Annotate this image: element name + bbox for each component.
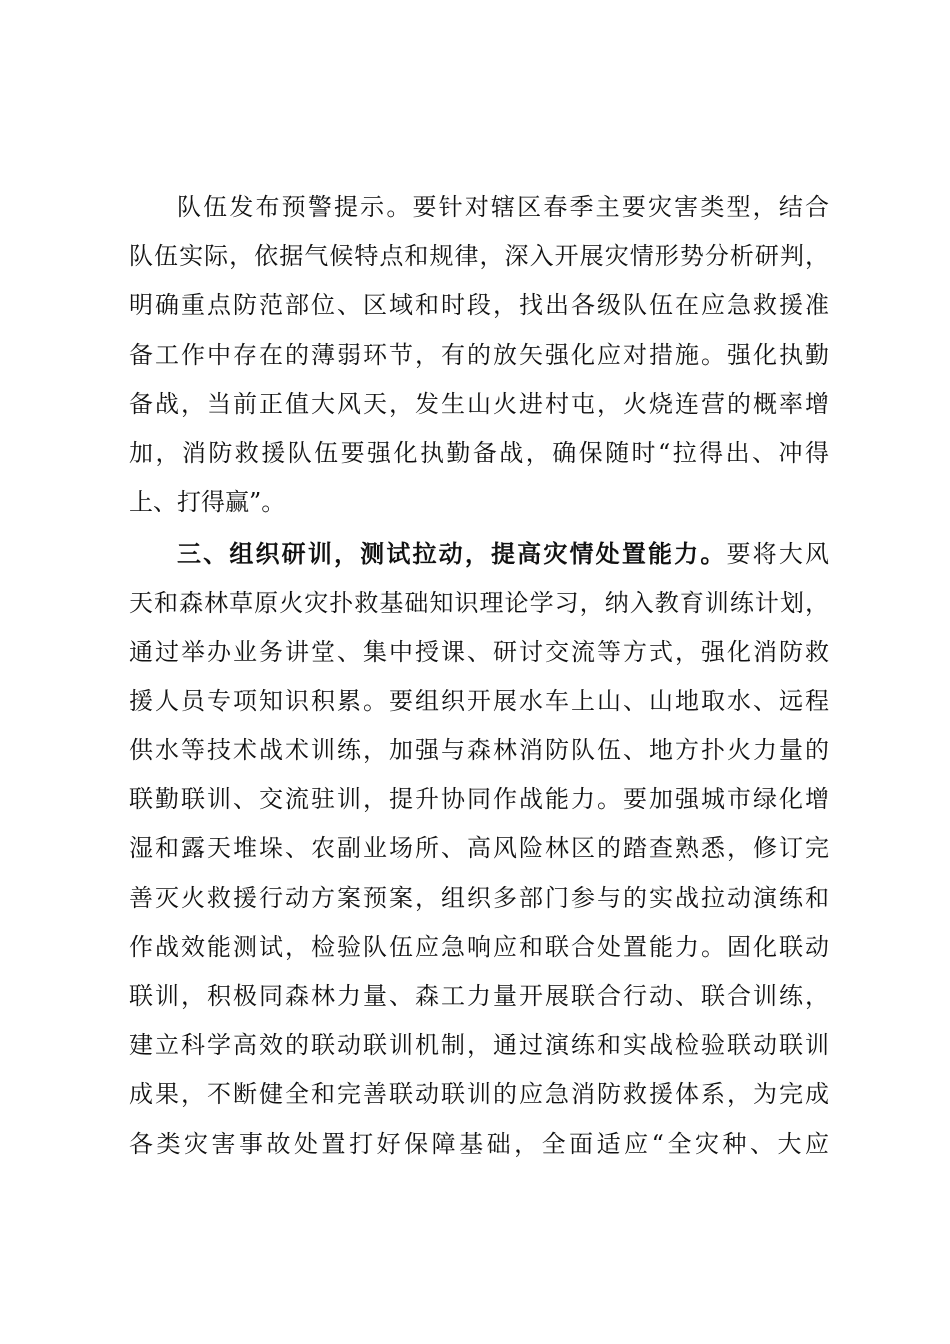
paragraph-line: 作战效能测试，检验队伍应急响应和联合处置能力。固化联动	[129, 932, 829, 961]
paragraph-1	[129, 183, 829, 527]
paragraph-line: 供水等技术战术训练，加强与森林消防队伍、地方扑火力量的	[129, 736, 829, 765]
paragraph-line: 联训，积极同森林力量、森工力量开展联合行动、联合训练，	[129, 982, 829, 1010]
section-first-line	[129, 529, 829, 578]
paragraph-line: 备工作中存在的薄弱环节，有的放矢强化应对措施。强化执勤	[129, 340, 829, 369]
paragraph-line: 队伍发布预警提示。要针对辖区春季主要灾害类型，结合	[177, 193, 829, 221]
paragraph-line: 加，消防救援队伍要强化执勤备战，确保随时“拉得出、冲得	[129, 438, 829, 467]
section-heading: 三、组织研训，测试拉动，提高灾情处置能力。	[177, 539, 727, 569]
paragraph-line: 通过举办业务讲堂、集中授课、研讨交流等方式，强化消防救	[129, 637, 829, 666]
section-heading-continuation: 要将大风	[726, 540, 829, 569]
paragraph-line: 各类灾害事故处置打好保障基础，全面适应“全灾种、大应	[129, 1129, 829, 1158]
paragraph-line: 队伍实际，依据气候特点和规律，深入开展灾情形势分析研判，	[129, 242, 829, 271]
paragraph-line: 明确重点防范部位、区域和时段，找出各级队伍在应急救援准	[129, 291, 829, 320]
paragraph-line: 天和森林草原火灾扑救基础知识理论学习，纳入教育训练计划，	[129, 588, 829, 617]
paragraph-line: 备战，当前正值大风天，发生山火进村屯，火烧连营的概率增	[129, 389, 829, 418]
paragraph-line: 成果，不断健全和完善联动联训的应急消防救援体系，为完成	[129, 1080, 829, 1109]
paragraph-line: 善灭火救援行动方案预案，组织多部门参与的实战拉动演练和	[129, 883, 829, 912]
paragraph-line: 湿和露天堆垛、农副业场所、高风险林区的踏查熟悉，修订完	[129, 834, 829, 863]
paragraph-line: 上、打得赢”。	[129, 488, 286, 517]
paragraph-line: 建立科学高效的联动联训机制，通过演练和实战检验联动联训	[129, 1031, 829, 1060]
section-3	[129, 529, 829, 1168]
document-body	[129, 183, 829, 1169]
paragraph-line: 联勤联训、交流驻训，提升协同作战能力。要加强城市绿化增	[129, 785, 829, 814]
paragraph-line: 援人员专项知识积累。要组织开展水车上山、山地取水、远程	[129, 686, 829, 715]
